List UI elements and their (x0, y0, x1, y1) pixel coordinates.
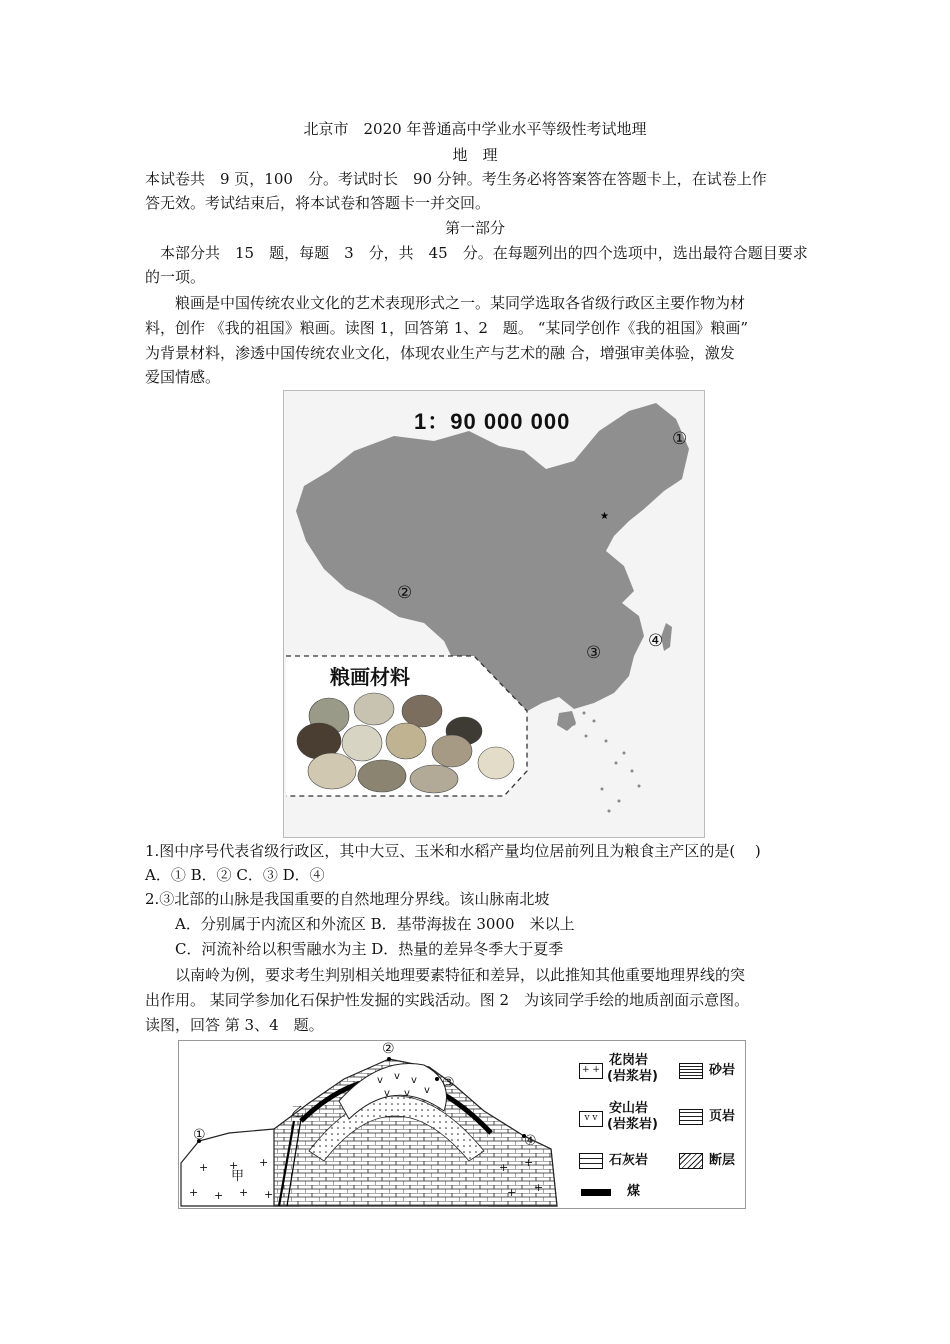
point-2: ② (382, 1041, 395, 1057)
cross-section-drawing (179, 1041, 745, 1208)
intro-line-1: 本试卷共 9 页，100 分。考试时长 90 分钟。考生务必将答案答在答题卡上，在试卷上作 (145, 170, 767, 188)
svg-text:v: v (411, 1075, 417, 1086)
subject-heading: 地 理 (452, 146, 498, 164)
passage-1-line-2: 料，创作 《我的祖国》粮画。读图 1，回答第 1、2 题。 “某同学创作《我的祖国》粮画” (145, 319, 749, 337)
svg-text:+: + (264, 1188, 274, 1201)
point-1: ① (193, 1127, 206, 1143)
legend-granite-1: 花岗岩 (609, 1053, 649, 1068)
legend-andesite-1: 安山岩 (609, 1101, 649, 1116)
south-china-sea-islands (573, 712, 641, 813)
map-scale: 1：90 000 000 (414, 409, 571, 434)
legend-swatch-shale (679, 1109, 703, 1125)
q1-options: A．① B．② C．③ D．④ (145, 866, 325, 884)
svg-text:+: + (229, 1159, 239, 1172)
part-desc-1: 本部分共 15 题，每题 3 分，共 45 分。在每题列出的四个选项中，选出最符合题目要求 (145, 244, 808, 262)
legend-sandstone: 砂岩 (709, 1063, 736, 1078)
passage-1-line-1: 粮画是中国传统农业文化的艺术表现形式之一。某同学选取各省级行政区主要作物为材 (145, 294, 746, 312)
svg-text:v: v (394, 1071, 400, 1082)
marker-4: ④ (648, 631, 664, 651)
legend-swatch-sandstone (679, 1063, 703, 1079)
svg-text:+: + (214, 1189, 224, 1202)
legend-granite-2: (岩浆岩) (607, 1069, 658, 1084)
svg-text:+: + (199, 1161, 209, 1174)
marker-3: ③ (586, 643, 602, 663)
beijing-star: ★ (600, 511, 609, 522)
svg-text:+: + (259, 1156, 269, 1169)
passage-2-line-3: 读图，回答 第 3、4 题。 (145, 1016, 324, 1034)
figure-1-map (283, 390, 705, 838)
svg-text:v: v (384, 1088, 390, 1099)
svg-text:+: + (507, 1186, 517, 1199)
q1-stem: 1.图中序号代表省级行政区，其中大豆、玉米和水稻产量均位居前列且为粮食主产区的是( ) (145, 842, 761, 860)
q2-options-cd: C．河流补给以积雪融水为主 D．热量的差异冬季大于夏季 (145, 940, 564, 958)
passage-1-line-3: 为背景材料，渗透中国传统农业文化，体现农业生产与艺术的融 合，增强审美体验，激发 (145, 344, 735, 362)
legend-swatch-coal (581, 1189, 611, 1196)
legend-limestone: 石灰岩 (609, 1153, 649, 1168)
legend-coal: 煤 (627, 1184, 641, 1199)
exam-title: 北京市 2020 年普通高中学业水平等级性考试地理 (303, 120, 647, 138)
point-4: ④ (524, 1133, 537, 1149)
svg-text:+: + (239, 1186, 249, 1199)
legend-fault: 断层 (709, 1153, 736, 1168)
legend-shale: 页岩 (709, 1109, 736, 1124)
legend-swatch-limestone (579, 1153, 603, 1169)
svg-text:+: + (524, 1156, 534, 1169)
label-jia: 甲 (231, 1169, 245, 1184)
intro-line-2: 答无效。考试结束后，将本试卷和答题卡一并交回。 (145, 194, 491, 212)
part-desc-2: 的一项。 (145, 268, 206, 286)
passage-2-line-2: 出作用。 某同学参加化石保护性发掘的实践活动。图 2 为该同学手绘的地质剖面示意图。 (145, 991, 750, 1009)
svg-text:+: + (189, 1186, 199, 1199)
legend-andesite-2: (岩浆岩) (607, 1117, 658, 1132)
china-map-drawing (284, 391, 704, 837)
marker-2: ② (397, 583, 413, 603)
part-heading: 第一部分 (444, 219, 505, 237)
legend-swatch-fault (679, 1153, 703, 1169)
svg-text:+: + (534, 1181, 544, 1194)
passage-2-line-1: 以南岭为例，要求考生判别相关地理要素特征和差异，以此推知其他重要地理界线的突 (145, 966, 746, 984)
passage-1-line-4: 爱国情感。 (145, 368, 221, 386)
svg-text:v: v (404, 1088, 410, 1099)
label-yi: 乙 (291, 1105, 305, 1120)
svg-text:+: + (499, 1161, 509, 1174)
legend-swatch-andesite: v v (579, 1111, 603, 1127)
legend-swatch-granite: + + (579, 1063, 603, 1079)
q2-stem: 2.③北部的山脉是我国重要的自然地理分界线。该山脉南北坡 (145, 890, 550, 908)
figure-2-geologic-section (178, 1040, 746, 1209)
marker-1: ① (672, 429, 688, 449)
inset-title: 粮画材料 (330, 665, 410, 689)
svg-text:v: v (377, 1075, 383, 1086)
hainan-island (557, 711, 576, 731)
point-3: ③ (442, 1075, 455, 1091)
svg-text:v: v (424, 1085, 430, 1096)
q2-options-ab: A．分别属于内流区和外流区 B．基带海拔在 3000 米以上 (145, 915, 575, 933)
